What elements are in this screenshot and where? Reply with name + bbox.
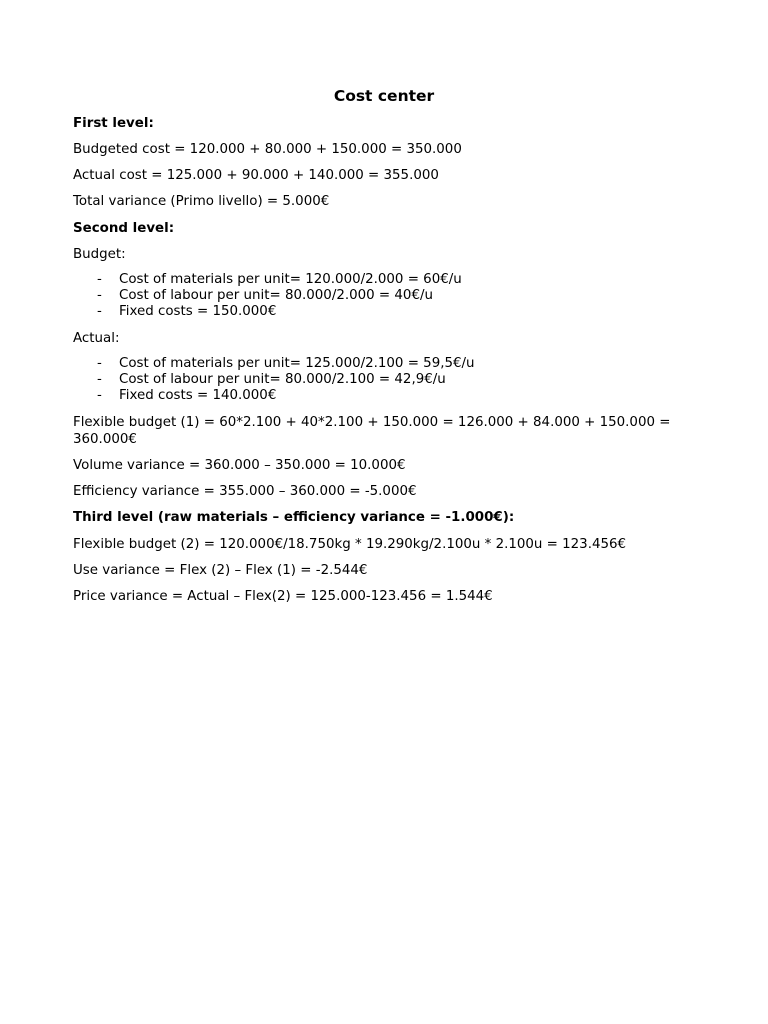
actual-item-materials: Cost of materials per unit= 125.000/2.100 = 59,5€/u <box>119 356 475 371</box>
bullet-dash: - <box>97 372 102 387</box>
second-level-heading: Second level: <box>73 221 175 236</box>
bullet-dash: - <box>97 304 102 319</box>
third-level-heading: Third level (raw materials – efficiency variance = -1.000€): <box>73 510 515 525</box>
bullet-dash: - <box>97 388 102 403</box>
actual-cost-line: Actual cost = 125.000 + 90.000 + 140.000 = 355.000 <box>73 168 439 183</box>
budget-item-materials: Cost of materials per unit= 120.000/2.000 = 60€/u <box>119 272 462 287</box>
budget-item-labour: Cost of labour per unit= 80.000/2.000 = 40€/u <box>119 288 433 303</box>
actual-item-fixed: Fixed costs = 140.000€ <box>119 388 277 403</box>
bullet-dash: - <box>97 356 102 371</box>
bullet-dash: - <box>97 272 102 287</box>
budget-item-fixed: Fixed costs = 150.000€ <box>119 304 277 319</box>
efficiency-variance-line: Efficiency variance = 355.000 – 360.000 = -5.000€ <box>73 484 417 499</box>
flexible-budget-2-line: Flexible budget (2) = 120.000€/18.750kg * 19.290kg/2.100u * 2.100u = 123.456€ <box>73 537 627 552</box>
bullet-dash: - <box>97 288 102 303</box>
use-variance-line: Use variance = Flex (2) – Flex (1) = -2.544€ <box>73 563 368 578</box>
actual-item-labour: Cost of labour per unit= 80.000/2.100 = 42,9€/u <box>119 372 446 387</box>
first-level-heading: First level: <box>73 116 154 131</box>
volume-variance-line: Volume variance = 360.000 – 350.000 = 10.000€ <box>73 458 406 473</box>
document-title: Cost center <box>333 87 435 105</box>
total-variance-line: Total variance (Primo livello) = 5.000€ <box>73 194 330 209</box>
flexible-budget-1-line: Flexible budget (1) = 60*2.100 + 40*2.100 + 150.000 = 126.000 + 84.000 + 150.000 = 360.000€ <box>73 415 671 447</box>
price-variance-line: Price variance = Actual – Flex(2) = 125.000-123.456 = 1.544€ <box>73 589 493 604</box>
actual-label: Actual: <box>73 331 120 346</box>
budget-label: Budget: <box>73 247 126 262</box>
budgeted-cost-line: Budgeted cost = 120.000 + 80.000 + 150.000 = 350.000 <box>73 142 462 157</box>
